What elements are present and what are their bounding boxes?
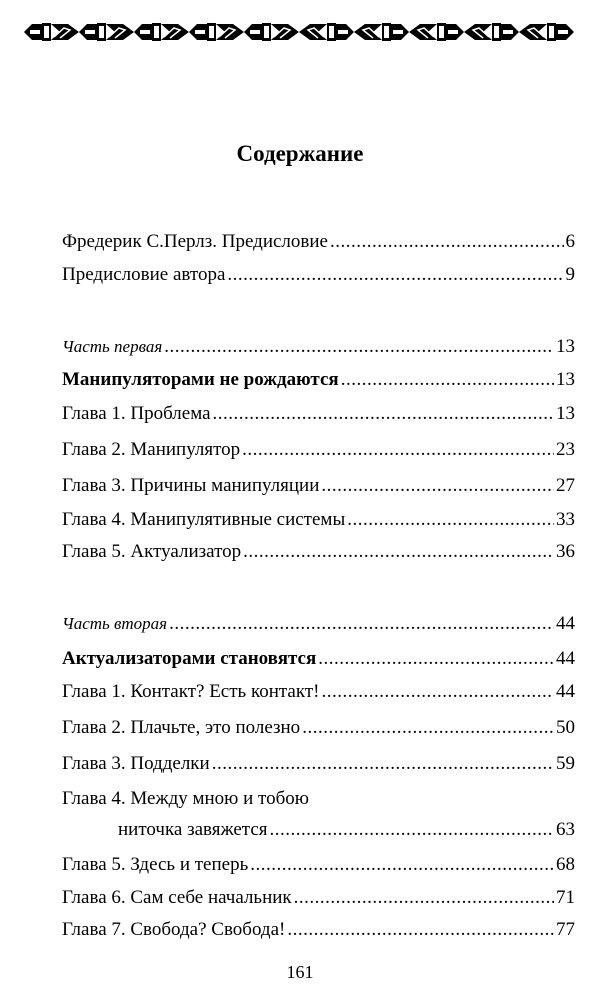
- toc-entry: Фредерик С.Перлз. Предисловие ..... 6: [62, 231, 575, 253]
- toc-entry: Глава 6. Сам себе начальник ..... 71: [62, 887, 575, 909]
- page-number: 161: [286, 962, 314, 982]
- toc-part-heading: Часть первая ..... 13: [62, 336, 575, 358]
- decorative-border-ornament: [24, 20, 577, 44]
- toc-entry: Глава 1. Контакт? Есть контакт! ..... 44: [62, 681, 575, 703]
- page-title: Содержание: [236, 141, 364, 166]
- toc-entry-continuation: ниточка завяжется ..... 63: [118, 819, 575, 841]
- toc-entry: Глава 2. Манипулятор ..... 23: [62, 439, 575, 461]
- toc-section-heading: Актуализаторами становятся ..... 44: [62, 648, 575, 670]
- toc-entry: Глава 2. Плачьте, это полезно ..... 50: [62, 717, 575, 739]
- toc-part-heading: Часть вторая ..... 44: [62, 613, 575, 635]
- toc-entry: Глава 1. Проблема ..... 13: [62, 403, 575, 425]
- toc-entry: Предисловие автора ..... 9: [62, 264, 575, 286]
- toc-section-heading: Манипуляторами не рождаются ..... 13: [62, 369, 575, 391]
- toc-entry: Глава 7. Свобода? Свобода! ..... 77: [62, 919, 575, 941]
- toc-entry-first-line: Глава 4. Между мною и тобою: [62, 788, 309, 809]
- toc-entry: Глава 5. Актуализатор ..... 36: [62, 541, 575, 563]
- toc-entry: Глава 3. Подделки ..... 59: [62, 753, 575, 775]
- toc-entry: Глава 4. Манипулятивные системы ..... 33: [62, 509, 575, 531]
- toc-entry: Глава 5. Здесь и теперь ..... 68: [62, 854, 575, 876]
- toc-entry: Глава 3. Причины манипуляции ..... 27: [62, 475, 575, 497]
